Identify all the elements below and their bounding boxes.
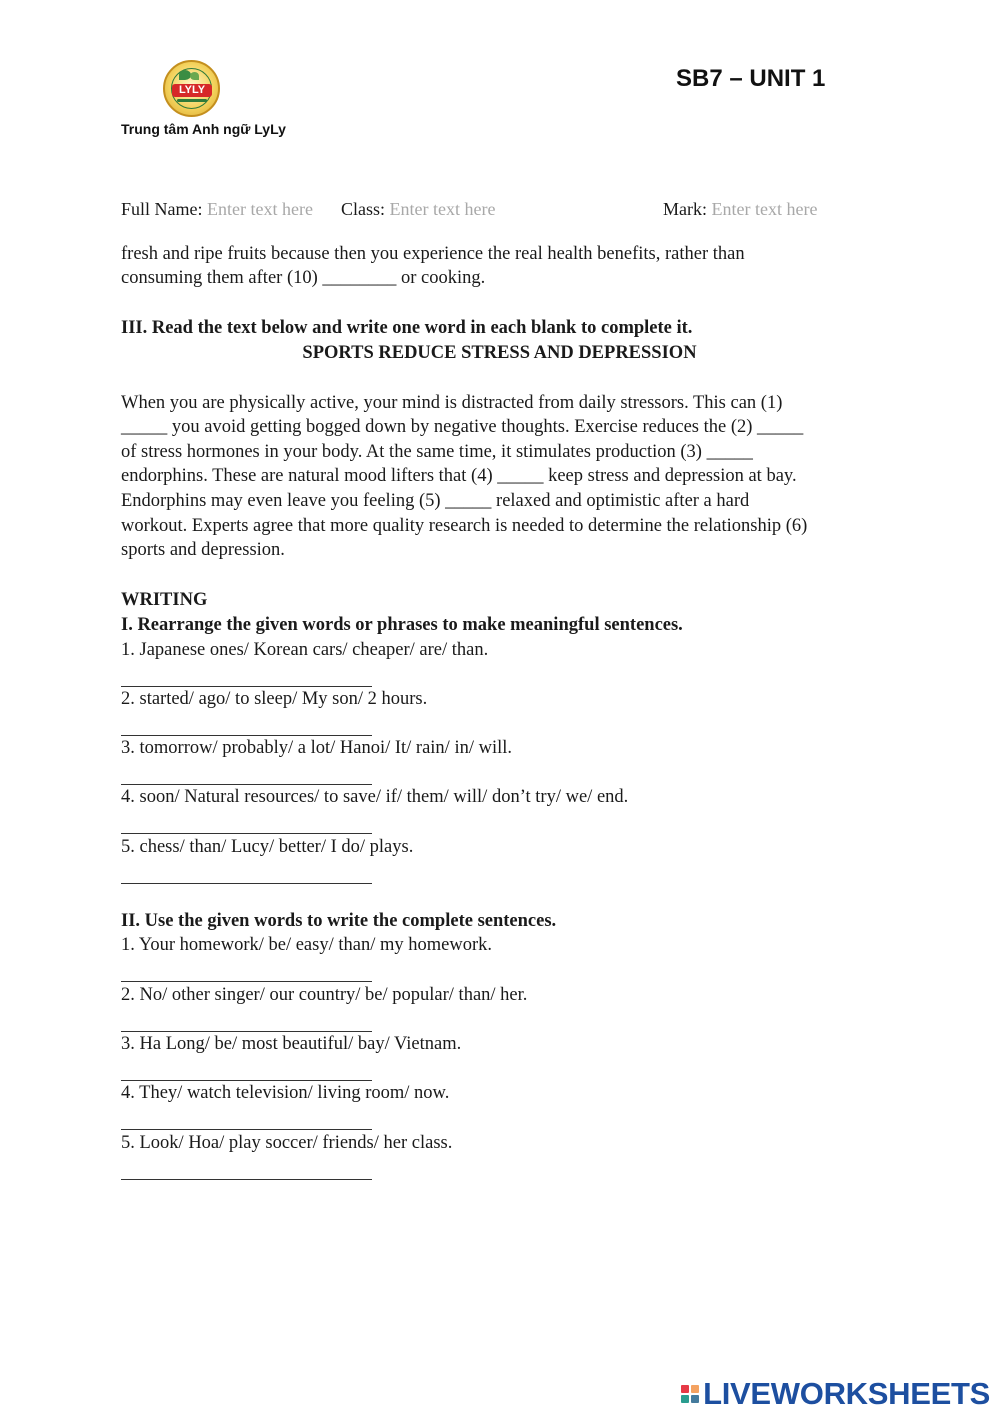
full-name-field: [121, 199, 313, 220]
passage-line: endorphins. These are natural mood lifters that (4) _____ keep stress and depression at bay.: [121, 466, 797, 486]
mark-label: Mark:: [663, 199, 707, 219]
writing-part2-instruction: II. Use the given words to write the complete sentences.: [121, 911, 557, 931]
writing-part1-instruction: I. Rearrange the given words or phrases to make meaningful sentences.: [121, 615, 683, 635]
section3-instruction: III. Read the text below and write one word in each blank to complete it.: [121, 318, 693, 338]
liveworksheets-icon: [681, 1385, 699, 1403]
passage-line: sports and depression.: [121, 540, 285, 560]
writing-heading: WRITING: [121, 590, 208, 610]
class-field: [341, 199, 495, 220]
answer-line[interactable]: [121, 833, 372, 834]
carryover-line: fresh and ripe fruits because then you experience the real health benefits, rather than: [121, 244, 745, 264]
class-label: Class:: [341, 199, 386, 219]
exercise-item: 1. Japanese ones/ Korean cars/ cheaper/ are/ than.: [121, 640, 489, 660]
exercise-item: 5. chess/ than/ Lucy/ better/ I do/ plays.: [121, 837, 414, 857]
answer-line[interactable]: [121, 981, 372, 982]
leaf-icon: [190, 72, 199, 80]
logo-text: LYLY: [172, 84, 212, 97]
passage-line: of stress hormones in your body. At the same time, it stimulates production (3) _____: [121, 442, 753, 462]
full-name-input[interactable]: Enter text here: [207, 199, 313, 219]
exercise-item: 4. soon/ Natural resources/ to save/ if/ them/ will/ don’t try/ we/ end.: [121, 787, 629, 807]
answer-line[interactable]: [121, 1080, 372, 1081]
mark-input[interactable]: Enter text here: [711, 199, 818, 219]
center-name: Trung tâm Anh ngữ LyLy: [121, 121, 286, 137]
center-logo: [163, 60, 220, 117]
exercise-item: 5. Look/ Hoa/ play soccer/ friends/ her class.: [121, 1133, 453, 1153]
exercise-item: 2. No/ other singer/ our country/ be/ popular/ than/ her.: [121, 985, 528, 1005]
passage-line: _____ you avoid getting bogged down by negative thoughts. Exercise reduces the (2) _____: [121, 417, 804, 437]
answer-line[interactable]: [121, 784, 372, 785]
passage-line: workout. Experts agree that more quality research is needed to determine the relationship (6): [121, 516, 808, 536]
exercise-item: 4. They/ watch television/ living room/ now.: [121, 1083, 450, 1103]
answer-line[interactable]: [121, 735, 372, 736]
carryover-line: consuming them after (10) ________ or cooking.: [121, 268, 486, 288]
passage-line: When you are physically active, your mind is distracted from daily stressors. This can (1): [121, 393, 783, 413]
exercise-item: 1. Your homework/ be/ easy/ than/ my homework.: [121, 935, 492, 955]
mark-field: [663, 199, 817, 220]
exercise-item: 2. started/ ago/ to sleep/ My son/ 2 hours.: [121, 689, 428, 709]
passage-line: Endorphins may even leave you feeling (5) _____ relaxed and optimistic after a hard: [121, 491, 750, 511]
full-name-label: Full Name:: [121, 199, 203, 219]
exercise-item: 3. tomorrow/ probably/ a lot/ Hanoi/ It/ rain/ in/ will.: [121, 738, 513, 758]
class-input[interactable]: Enter text here: [389, 199, 496, 219]
section3-title: SPORTS REDUCE STRESS AND DEPRESSION: [302, 343, 697, 363]
logo-ribbon: [177, 99, 207, 102]
answer-line[interactable]: [121, 686, 372, 687]
answer-line[interactable]: [121, 1179, 372, 1180]
unit-title: SB7 – UNIT 1: [676, 65, 826, 92]
liveworksheets-logo: [681, 1376, 990, 1412]
liveworksheets-brand: LIVEWORKSHEETS: [703, 1376, 990, 1411]
exercise-item: 3. Ha Long/ be/ most beautiful/ bay/ Vietnam.: [121, 1034, 462, 1054]
answer-line[interactable]: [121, 1129, 372, 1130]
answer-line[interactable]: [121, 883, 372, 884]
answer-line[interactable]: [121, 1031, 372, 1032]
